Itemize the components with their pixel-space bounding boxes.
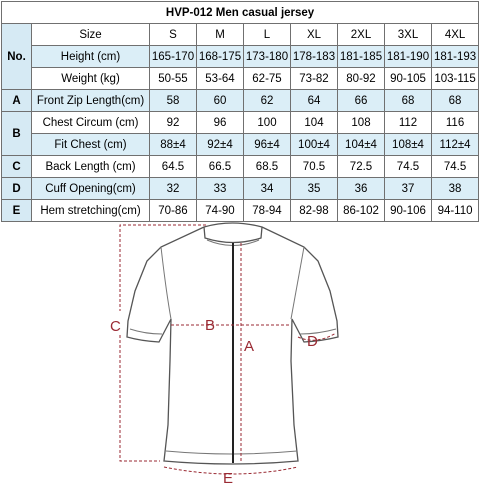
table-cell: 74.5 — [385, 156, 432, 178]
table-cell: 92 — [150, 112, 197, 134]
chart-title: HVP-012 Men casual jersey — [2, 2, 479, 24]
table-cell: 181-185 — [338, 46, 385, 68]
table-cell: 66.5 — [197, 156, 244, 178]
table-cell: 108 — [338, 112, 385, 134]
row-label: Hem stretching(cm) — [32, 200, 150, 222]
table-cell: 100 — [244, 112, 291, 134]
table-cell: 33 — [197, 178, 244, 200]
table-cell: 86-102 — [338, 200, 385, 222]
table-cell: 103-115 — [432, 68, 479, 90]
table-cell: 90-105 — [385, 68, 432, 90]
size-chart-table — [1, 1, 479, 222]
size-col-header: XL — [291, 24, 338, 46]
row-label: Back Length (cm) — [32, 156, 150, 178]
table-cell: 78-94 — [244, 200, 291, 222]
jersey-measurement-diagram — [0, 211, 479, 500]
table-cell: 58 — [150, 90, 197, 112]
table-cell: 64 — [291, 90, 338, 112]
row-label: Front Zip Length(cm) — [32, 90, 150, 112]
table-row — [2, 112, 479, 134]
table-cell: 38 — [432, 178, 479, 200]
table-cell: 94-110 — [432, 200, 479, 222]
table-cell: 181-190 — [385, 46, 432, 68]
row-letter: B — [2, 112, 32, 156]
row-letter: E — [2, 200, 32, 222]
table-cell: 96±4 — [244, 134, 291, 156]
size-col-header: 3XL — [385, 24, 432, 46]
table-cell: 68.5 — [244, 156, 291, 178]
table-cell: 34 — [244, 178, 291, 200]
table-cell: 62-75 — [244, 68, 291, 90]
table-cell: 66 — [338, 90, 385, 112]
table-cell: 37 — [385, 178, 432, 200]
table-cell: 112 — [385, 112, 432, 134]
table-cell: 80-92 — [338, 68, 385, 90]
table-row — [2, 156, 479, 178]
label-d: D — [307, 333, 318, 350]
row-label: Height (cm) — [32, 46, 150, 68]
size-col-header: S — [150, 24, 197, 46]
table-row — [2, 68, 479, 90]
label-e: E — [223, 470, 234, 487]
table-cell: 88±4 — [150, 134, 197, 156]
table-cell: 104 — [291, 112, 338, 134]
table-cell: 73-82 — [291, 68, 338, 90]
size-col-header: 4XL — [432, 24, 479, 46]
row-label: Fit Chest (cm) — [32, 134, 150, 156]
table-cell: 62 — [244, 90, 291, 112]
label-b: B — [205, 317, 216, 334]
table-cell: 74.5 — [432, 156, 479, 178]
table-cell: 165-170 — [150, 46, 197, 68]
size-col-header: M — [197, 24, 244, 46]
table-cell: 68 — [432, 90, 479, 112]
label-a: A — [244, 338, 255, 355]
table-row — [2, 134, 479, 156]
table-cell: 35 — [291, 178, 338, 200]
table-row — [2, 46, 479, 68]
table-cell: 116 — [432, 112, 479, 134]
table-cell: 92±4 — [197, 134, 244, 156]
table-cell: 173-180 — [244, 46, 291, 68]
table-cell: 70-86 — [150, 200, 197, 222]
table-cell: 100±4 — [291, 134, 338, 156]
table-cell: 60 — [197, 90, 244, 112]
table-cell: 96 — [197, 112, 244, 134]
label-c: C — [110, 318, 121, 335]
table-cell: 74-90 — [197, 200, 244, 222]
row-letter: C — [2, 156, 32, 178]
row-label: Weight (kg) — [32, 68, 150, 90]
size-col-header: L — [244, 24, 291, 46]
table-cell: 72.5 — [338, 156, 385, 178]
row-letter: D — [2, 178, 32, 200]
table-cell: 168-175 — [197, 46, 244, 68]
size-col-header: 2XL — [338, 24, 385, 46]
table-cell: 70.5 — [291, 156, 338, 178]
table-row — [2, 178, 479, 200]
table-row — [2, 90, 479, 112]
table-cell: 181-193 — [432, 46, 479, 68]
table-cell: 112±4 — [432, 134, 479, 156]
row-letter: A — [2, 90, 32, 112]
row-label: Cuff Opening(cm) — [32, 178, 150, 200]
table-cell: 32 — [150, 178, 197, 200]
row-label: Chest Circum (cm) — [32, 112, 150, 134]
table-cell: 90-106 — [385, 200, 432, 222]
table-cell: 64.5 — [150, 156, 197, 178]
no-header: No. — [2, 24, 32, 90]
table-cell: 104±4 — [338, 134, 385, 156]
table-cell: 108±4 — [385, 134, 432, 156]
table-cell: 50-55 — [150, 68, 197, 90]
table-cell: 36 — [338, 178, 385, 200]
table-cell: 82-98 — [291, 200, 338, 222]
table-cell: 68 — [385, 90, 432, 112]
table-cell: 178-183 — [291, 46, 338, 68]
size-header: Size — [32, 24, 150, 46]
table-cell: 53-64 — [197, 68, 244, 90]
